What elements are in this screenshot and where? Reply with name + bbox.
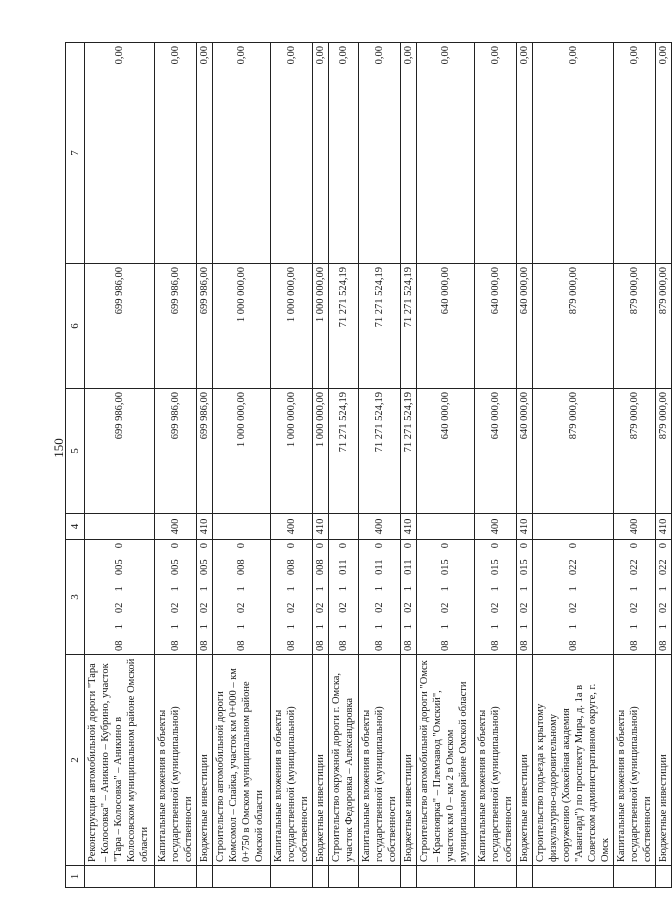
code-part: 0 [658, 543, 669, 549]
table-row [475, 43, 517, 888]
amount-cell-c6: 640 000,00 [475, 264, 517, 389]
code-part: 02 [236, 602, 247, 614]
expense-type-cell: 410 [313, 514, 329, 540]
code-part: 1 [519, 586, 530, 592]
code-part: 02 [114, 602, 125, 614]
table-row [417, 43, 475, 888]
amount-cell-c6: 879 000,00 [533, 264, 614, 389]
code-part: 008 [236, 559, 247, 576]
header-cell: 3 [66, 540, 85, 655]
code-part: 1 [315, 624, 326, 630]
item-name-cell: Бюджетные инвестиции [517, 655, 533, 866]
classification-code-cell [329, 540, 359, 655]
code-part: 08 [114, 640, 125, 651]
classification-code-cell [517, 540, 533, 655]
code-part: 1 [374, 585, 385, 592]
item-name-cell: Бюджетные инвестиции [401, 655, 417, 866]
header-cell: 4 [66, 514, 85, 540]
row-margin-cell [155, 866, 197, 888]
code-part: 005 [199, 559, 210, 576]
amount-cell-c6: 879 000,00 [614, 264, 656, 389]
item-name-cell: Бюджетные инвестиции [197, 655, 213, 866]
classification-code-cell [417, 540, 475, 655]
row-margin-cell [85, 866, 155, 888]
header-cell: 6 [66, 264, 85, 389]
amount-cell-c5: 699 986,00 [197, 389, 213, 514]
code-part: 1 [114, 624, 125, 630]
code-part: 0 [629, 543, 640, 549]
code-part: 0 [519, 543, 530, 549]
code-part: 015 [490, 559, 501, 576]
amount-cell-c6: 699 986,00 [85, 264, 155, 389]
table-row [533, 43, 614, 888]
amount-cell-c7: 0,00 [155, 43, 197, 264]
code-part: 1 [114, 586, 125, 592]
code-part: 08 [170, 640, 181, 651]
table-row [329, 43, 359, 888]
amount-cell-c5: 879 000,00 [656, 389, 672, 514]
amount-cell-c5: 640 000,00 [517, 389, 533, 514]
item-name-cell: Реконструкция автомобильной дороги "Тара – Колосовка" – Аникино – Кубрино, участок "Тара – Колосовка" – Аникино в Колосовском муниципальном районе Омской области [85, 655, 155, 866]
row-margin-cell [533, 866, 614, 888]
code-part: 08 [286, 640, 297, 651]
row-margin-cell [213, 866, 271, 888]
amount-cell-c7: 0,00 [271, 43, 313, 264]
code-part: 1 [338, 585, 349, 592]
expense-type-cell [417, 514, 475, 540]
code-part: 008 [286, 559, 297, 576]
amount-cell-c7: 0,00 [417, 43, 475, 264]
amount-cell-c7: 0,00 [401, 43, 417, 264]
amount-cell-c6: 1 000 000,00 [271, 264, 313, 389]
code-part: 02 [629, 602, 640, 614]
amount-cell-c6: 1 000 000,00 [313, 264, 329, 389]
classification-code-cell [271, 540, 313, 655]
row-margin-cell [197, 866, 213, 888]
row-margin-cell [271, 866, 313, 888]
amount-cell-c5: 699 986,00 [155, 389, 197, 514]
amount-cell-c6: 71 271 524,19 [329, 264, 359, 389]
classification-code-cell [401, 540, 417, 655]
table-row [614, 43, 656, 888]
code-part: 1 [374, 624, 385, 630]
code-part: 1 [170, 586, 181, 592]
amount-cell-c7: 0,00 [533, 43, 614, 264]
code-part: 0 [440, 543, 451, 549]
code-part: 011 [374, 559, 385, 575]
code-part: 1 [490, 586, 501, 592]
amount-cell-c7: 0,00 [197, 43, 213, 264]
amount-cell-c7: 0,00 [213, 43, 271, 264]
amount-cell-c6: 699 986,00 [155, 264, 197, 389]
code-part: 1 [490, 624, 501, 630]
row-margin-cell [614, 866, 656, 888]
budget-table [65, 42, 672, 888]
page-number: 150 [51, 438, 66, 458]
code-part: 02 [567, 602, 579, 614]
code-part: 022 [567, 559, 579, 576]
code-part: 1 [286, 624, 297, 630]
code-part: 1 [567, 624, 579, 630]
code-part: 011 [338, 559, 349, 575]
header-cell: 7 [66, 43, 85, 264]
expense-type-cell: 410 [517, 514, 533, 540]
classification-code-cell [533, 540, 614, 655]
expense-type-cell: 400 [475, 514, 517, 540]
header-cell: 2 [66, 655, 85, 866]
code-part: 1 [338, 624, 349, 630]
expense-type-cell [533, 514, 614, 540]
amount-cell-c5: 1 000 000,00 [313, 389, 329, 514]
code-part: 02 [519, 602, 530, 614]
table-row [401, 43, 417, 888]
expense-type-cell: 400 [271, 514, 313, 540]
item-name-cell: Строительство автомобильной дороги "Омск – Красноярка" – Племзавод "Омский", участок км 0 – км 2 в Омском муниципальном районе Омской области [417, 655, 475, 866]
amount-cell-c6: 879 000,00 [656, 264, 672, 389]
expense-type-cell: 400 [155, 514, 197, 540]
header-cell: 5 [66, 389, 85, 514]
amount-cell-c5: 640 000,00 [417, 389, 475, 514]
header-cell: 1 [66, 866, 85, 888]
amount-cell-c6: 71 271 524,19 [359, 264, 401, 389]
item-name-cell: Капитальные вложения в объекты государственной (муниципальной) собственности [359, 655, 401, 866]
code-part: 0 [567, 543, 579, 549]
amount-cell-c7: 0,00 [313, 43, 329, 264]
header-row [66, 43, 85, 888]
amount-cell-c5: 640 000,00 [475, 389, 517, 514]
code-part: 08 [519, 640, 530, 651]
item-name-cell: Капитальные вложения в объекты государственной (муниципальной) собственности [475, 655, 517, 866]
table-row [155, 43, 197, 888]
table-row [85, 43, 155, 888]
code-part: 0 [114, 543, 125, 549]
rotated-page [65, 43, 669, 888]
table-row [197, 43, 213, 888]
code-part: 0 [170, 543, 181, 549]
item-name-cell: Бюджетные инвестиции [313, 655, 329, 866]
amount-cell-c5: 879 000,00 [614, 389, 656, 514]
amount-cell-c5: 1 000 000,00 [213, 389, 271, 514]
table-body [66, 43, 672, 888]
expense-type-cell [213, 514, 271, 540]
code-part: 0 [199, 543, 210, 549]
code-part: 08 [199, 640, 210, 651]
row-margin-cell [401, 866, 417, 888]
classification-code-cell [359, 540, 401, 655]
row-margin-cell [517, 866, 533, 888]
code-part: 1 [440, 586, 451, 592]
code-part: 08 [629, 640, 640, 651]
code-part: 1 [236, 586, 247, 592]
amount-cell-c6: 699 986,00 [197, 264, 213, 389]
code-part: 1 [315, 586, 326, 592]
code-part: 02 [490, 602, 501, 614]
code-part: 02 [403, 602, 414, 613]
expense-type-cell: 400 [614, 514, 656, 540]
classification-code-cell [213, 540, 271, 655]
classification-code-cell [614, 540, 656, 655]
code-part: 011 [403, 559, 414, 575]
amount-cell-c7: 0,00 [359, 43, 401, 264]
amount-cell-c7: 0,00 [656, 43, 672, 264]
expense-type-cell: 410 [401, 514, 417, 540]
table-row [359, 43, 401, 888]
expense-type-cell [329, 514, 359, 540]
code-part: 08 [374, 640, 385, 651]
code-part: 0 [490, 543, 501, 549]
code-part: 1 [629, 624, 640, 630]
amount-cell-c5: 71 271 524,19 [359, 389, 401, 514]
amount-cell-c5: 71 271 524,19 [401, 389, 417, 514]
code-part: 1 [658, 586, 669, 592]
code-part: 1 [403, 585, 414, 592]
expense-type-cell: 410 [656, 514, 672, 540]
expense-type-cell: 400 [359, 514, 401, 540]
code-part: 1 [286, 586, 297, 592]
classification-code-cell [155, 540, 197, 655]
amount-cell-c6: 1 000 000,00 [213, 264, 271, 389]
code-part: 0 [315, 543, 326, 549]
row-margin-cell [417, 866, 475, 888]
amount-cell-c5: 1 000 000,00 [271, 389, 313, 514]
table-row [517, 43, 533, 888]
code-part: 02 [286, 602, 297, 614]
code-part: 08 [315, 640, 326, 651]
amount-cell-c6: 640 000,00 [517, 264, 533, 389]
code-part: 0 [374, 543, 385, 549]
row-margin-cell [475, 866, 517, 888]
row-margin-cell [359, 866, 401, 888]
table-row [271, 43, 313, 888]
code-part: 02 [658, 602, 669, 614]
amount-cell-c6: 71 271 524,19 [401, 264, 417, 389]
classification-code-cell [475, 540, 517, 655]
classification-code-cell [313, 540, 329, 655]
code-part: 015 [519, 559, 530, 576]
table-row [313, 43, 329, 888]
item-name-cell: Строительство подъезда к крытому физкультурно-оздоровительному сооружению (Хоккейная академия "Авангард") по проспекту Мира, д. 1а в Советском административном округе, г. Омск [533, 655, 614, 866]
item-name-cell: Капитальные вложения в объекты государственной (муниципальной) собственности [271, 655, 313, 866]
code-part: 0 [236, 543, 247, 549]
row-margin-cell [656, 866, 672, 888]
classification-code-cell [197, 540, 213, 655]
amount-cell-c6: 640 000,00 [417, 264, 475, 389]
row-margin-cell [313, 866, 329, 888]
code-part: 022 [629, 559, 640, 576]
code-part: 1 [629, 586, 640, 592]
item-name-cell: Капитальные вложения в объекты государственной (муниципальной) собственности [614, 655, 656, 866]
amount-cell-c7: 0,00 [85, 43, 155, 264]
code-part: 1 [440, 624, 451, 630]
table-row [656, 43, 672, 888]
table-row [213, 43, 271, 888]
code-part: 015 [440, 559, 451, 576]
code-part: 08 [567, 640, 579, 651]
code-part: 0 [403, 543, 414, 549]
code-part: 02 [170, 602, 181, 614]
item-name-cell: Строительство окружной дороги г. Омска, участок Федоровка – Александровка [329, 655, 359, 866]
amount-cell-c7: 0,00 [517, 43, 533, 264]
code-part: 08 [403, 640, 414, 651]
expense-type-cell: 410 [197, 514, 213, 540]
code-part: 08 [490, 640, 501, 651]
code-part: 1 [170, 624, 181, 630]
item-name-cell: Капитальные вложения в объекты государственной (муниципальной) собственности [155, 655, 197, 866]
code-part: 1 [199, 624, 210, 630]
code-part: 1 [519, 624, 530, 630]
code-part: 02 [315, 602, 326, 614]
amount-cell-c5: 699 986,00 [85, 389, 155, 514]
expense-type-cell [85, 514, 155, 540]
code-part: 008 [315, 559, 326, 576]
amount-cell-c7: 0,00 [614, 43, 656, 264]
classification-code-cell [656, 540, 672, 655]
code-part: 02 [199, 602, 210, 614]
amount-cell-c5: 71 271 524,19 [329, 389, 359, 514]
code-part: 02 [338, 602, 349, 613]
code-part: 08 [236, 640, 247, 651]
code-part: 08 [658, 640, 669, 651]
row-margin-cell [329, 866, 359, 888]
code-part: 1 [658, 624, 669, 630]
item-name-cell: Бюджетные инвестиции [656, 655, 672, 866]
code-part: 1 [403, 624, 414, 630]
code-part: 1 [199, 586, 210, 592]
code-part: 0 [286, 543, 297, 549]
code-part: 022 [658, 559, 669, 576]
code-part: 08 [338, 640, 349, 651]
code-part: 005 [114, 559, 125, 576]
amount-cell-c7: 0,00 [475, 43, 517, 264]
amount-cell-c5: 879 000,00 [533, 389, 614, 514]
code-part: 08 [440, 640, 451, 651]
item-name-cell: Строительство автомобильной дороги Комсомол – Спайка, участок км 0+000 – км 0+750 в Омском муниципальном районе Омской области [213, 655, 271, 866]
code-part: 0 [338, 543, 349, 549]
code-part: 1 [236, 624, 247, 630]
code-part: 005 [170, 559, 181, 576]
classification-code-cell [85, 540, 155, 655]
code-part: 02 [440, 602, 451, 614]
code-part: 02 [374, 602, 385, 613]
amount-cell-c7: 0,00 [329, 43, 359, 264]
code-part: 1 [567, 586, 579, 592]
